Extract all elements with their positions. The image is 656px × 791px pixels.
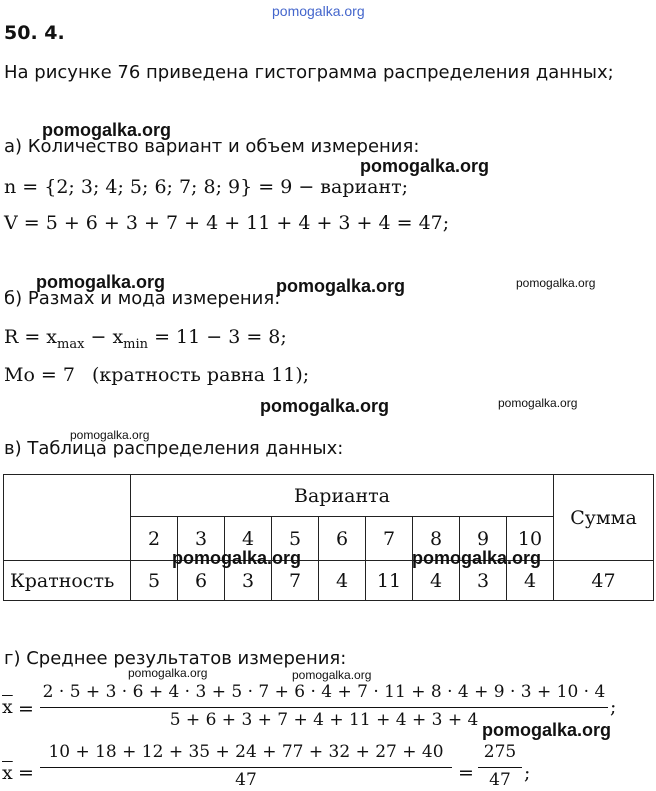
fraction-1-bar — [40, 707, 608, 708]
variant-cell: 3 — [178, 517, 225, 561]
r-sub-min: min — [123, 336, 149, 352]
result-denominator: 47 — [489, 770, 511, 790]
problem-number: 50. 4. — [4, 22, 65, 44]
variant-cell: 10 — [507, 517, 554, 561]
semicolon-1: ; — [610, 696, 617, 718]
sum-header: Сумма — [554, 475, 654, 561]
fraction-2-numerator: 10 + 18 + 12 + 35 + 24 + 77 + 32 + 27 + 40 — [48, 742, 444, 762]
semicolon-2: ; — [524, 762, 531, 784]
frequency-cell: 3 — [460, 561, 507, 601]
frequency-cell: 4 — [413, 561, 460, 601]
part-b-heading: б) Размах и мода измерения: — [4, 288, 281, 309]
part-d-heading: г) Среднее результатов измерения: — [4, 648, 347, 669]
frequency-cell: 4 — [507, 561, 554, 601]
variant-cell: 8 — [413, 517, 460, 561]
part-c-heading: в) Таблица распределения данных: — [4, 438, 344, 459]
frequency-cell: 6 — [178, 561, 225, 601]
x-bar-symbol: $\overline{x}$ — [2, 696, 13, 718]
variant-cell: 9 — [460, 517, 507, 561]
watermark: pomogalka.org — [42, 120, 172, 140]
frequency-row-label: Кратность — [4, 561, 131, 601]
variant-cell: 5 — [272, 517, 319, 561]
watermark: pomogalka.org — [292, 668, 372, 682]
frequency-row — [4, 561, 654, 601]
equals-sign: = — [18, 698, 34, 720]
frequency-cell: 4 — [319, 561, 366, 601]
watermark: pomogalka.org — [260, 396, 390, 416]
part-b-mo-line: Mo = 7 — [4, 364, 75, 386]
table-corner-cell — [4, 475, 131, 561]
watermark: pomogalka.org — [36, 272, 166, 292]
watermark: pomogalka.org — [482, 720, 612, 740]
result-numerator: 275 — [483, 742, 517, 762]
result-bar — [478, 767, 522, 768]
watermark: pomogalka.org — [172, 548, 302, 568]
distribution-table — [3, 474, 654, 601]
fraction-2-denominator: 47 — [235, 770, 257, 790]
watermark-top: pomogalka.org — [272, 3, 365, 19]
watermark: pomogalka.org — [128, 666, 208, 680]
equals-sign: = — [18, 762, 34, 784]
frequency-cell: 11 — [366, 561, 413, 601]
variant-cell: 4 — [225, 517, 272, 561]
frequency-cell: 3 — [225, 561, 272, 601]
equals-sign-2: = — [458, 762, 474, 784]
watermark: pomogalka.org — [412, 548, 542, 568]
r-mid: − x — [84, 326, 124, 348]
watermark: pomogalka.org — [498, 396, 578, 410]
watermark: pomogalka.org — [516, 276, 596, 290]
fraction-1-denominator: 5 + 6 + 3 + 7 + 4 + 11 + 4 + 3 + 4 — [169, 710, 479, 730]
frequency-cell: 5 — [131, 561, 178, 601]
variant-cell: 7 — [366, 517, 413, 561]
sum-cell: 47 — [554, 561, 654, 601]
frequency-cell: 7 — [272, 561, 319, 601]
problem-intro: На рисунке 76 приведена гистограмма распределения данных; — [4, 62, 614, 83]
variant-header: Варианта — [131, 475, 554, 517]
part-b-r-line — [4, 326, 287, 352]
fraction-1-numerator: 2 · 5 + 3 · 6 + 4 · 3 + 5 · 7 + 6 · 4 + 7 · 11 + 8 · 4 + 9 · 3 + 10 · 4 — [42, 682, 606, 702]
r-sub-max: max — [57, 336, 85, 352]
part-a-n-line: n = {2; 3; 4; 5; 6; 7; 8; 9} = 9 − вариант; — [4, 176, 409, 198]
part-a-heading: а) Количество вариант и объем измерения: — [4, 136, 420, 157]
fraction-2-bar — [40, 767, 452, 768]
r-suffix: = 11 − 3 = 8; — [148, 326, 287, 348]
watermark: pomogalka.org — [276, 276, 406, 296]
x-bar-symbol: $\overline{x}$ — [2, 762, 13, 784]
watermark: pomogalka.org — [360, 156, 490, 176]
part-a-v-line: V = 5 + 6 + 3 + 7 + 4 + 11 + 4 + 3 + 4 = 47; — [4, 212, 450, 234]
variant-cell: 6 — [319, 517, 366, 561]
watermark: pomogalka.org — [70, 428, 150, 442]
variant-cell: 2 — [131, 517, 178, 561]
r-prefix: R = x — [4, 326, 58, 348]
part-b-mo-note: (кратность равна 11); — [92, 364, 310, 386]
